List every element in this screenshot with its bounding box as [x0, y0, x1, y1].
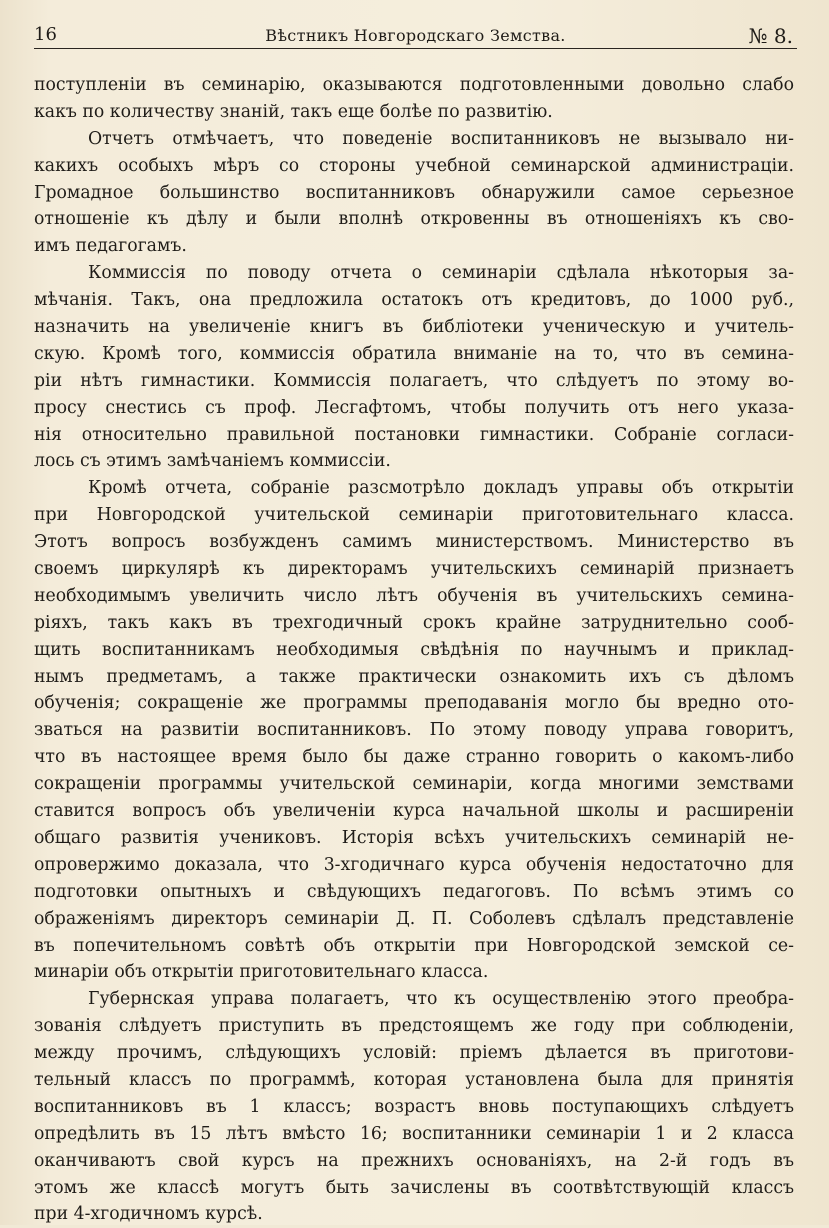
text-line: тельный классъ по программѣ, которая установлена была для принятія: [34, 1069, 794, 1090]
journal-title: Вѣстникъ Новгородскаго Земства.: [265, 26, 566, 45]
text-line: нія относительно правильной постановки гимнастики. Собраніе согласи-: [34, 424, 794, 445]
issue-number: № 8.: [748, 24, 793, 48]
text-line: оканчиваютъ свой курсъ на прежнихъ основаніяхъ, на 2-й годъ въ: [34, 1150, 794, 1171]
text-line: имъ педагогамъ.: [34, 236, 187, 257]
text-line: скую. Кромѣ того, коммиссія обратила вниманіе на то, что въ семина-: [34, 343, 794, 364]
text-line: назначить на увеличеніе книгъ въ библіотеки ученическую и учитель-: [34, 317, 794, 338]
text-line: Кромѣ отчета, собраніе разсмотрѣло докладъ управы объ открытіи: [88, 478, 794, 499]
text-line: Этотъ вопросъ возбужденъ самимъ министерствомъ. Министерство въ: [34, 532, 794, 553]
text-line: между прочимъ, слѣдующихъ условій: пріемъ дѣлается въ приготови-: [34, 1043, 794, 1064]
text-line: опровержимо доказала, что 3-хгодичнаго курса обученія недостаточно для: [34, 854, 794, 875]
text-line: при Новгородской учительской семинаріи приготовительнаго класса.: [34, 505, 794, 526]
text-line: сокращеніи программы учительской семинаріи, когда многими земствами: [34, 774, 794, 795]
text-line: обученія; сокращеніе же программы преподаванія могло бы вредно ото-: [34, 693, 794, 714]
text-line: въ попечительномъ совѣтѣ объ открытіи при Новгородской земской се-: [34, 935, 794, 956]
text-line: отношеніе къ дѣлу и были вполнѣ откровенны въ отношеніяхъ къ сво-: [34, 209, 794, 230]
text-line: этомъ же классѣ могутъ быть зачислены въ соотвѣтствующій классъ: [34, 1177, 794, 1198]
text-line: какихъ особыхъ мѣръ со стороны учебной семинарской администраціи.: [34, 155, 794, 176]
text-line: подготовки опытныхъ и свѣдующихъ педагоговъ. По всѣмъ этимъ со: [34, 881, 794, 902]
text-line: какъ по количеству знаній, такъ еще болѣе по развитію.: [34, 101, 553, 122]
text-line: Коммиссія по поводу отчета о семинаріи сдѣлала нѣкоторыя за-: [88, 263, 794, 284]
text-line: зованія слѣдуетъ приступить въ предстоящемъ же году при соблюденіи,: [34, 1016, 794, 1037]
text-line: воспитанниковъ въ 1 классъ; возрастъ вновь поступающихъ слѣдуетъ: [34, 1096, 794, 1117]
text-line: Губернская управа полагаетъ, что къ осуществленію этого преобра-: [88, 989, 794, 1010]
running-header: [34, 18, 797, 52]
text-line: Отчетъ отмѣчаетъ, что поведеніе воспитанниковъ не вызывало ни-: [88, 128, 794, 149]
body-text: [34, 72, 794, 1228]
text-line: необходимымъ увеличить число лѣтъ обученія въ учительскихъ семина-: [34, 585, 794, 606]
text-line: щить воспитанникамъ необходимыя свѣдѣнія по научнымъ и приклад-: [34, 639, 794, 660]
text-line: нымъ предметамъ, а также практически ознакомить ихъ съ дѣломъ: [34, 666, 794, 687]
text-line: при 4-хгодичномъ курсѣ.: [34, 1204, 263, 1225]
text-line: минаріи объ открытіи приготовительнаго класса.: [34, 962, 489, 983]
text-line: ставится вопросъ объ увеличеніи курса начальной школы и расширеніи: [34, 801, 794, 822]
header-rule: [34, 48, 797, 49]
page-number: 16: [34, 24, 57, 45]
text-line: что въ настоящее время было бы даже странно говорить о какомъ-либо: [34, 747, 794, 768]
text-line: ріи нѣтъ гимнастики. Коммиссія полагаетъ, что слѣдуетъ по этому во-: [34, 370, 794, 391]
text-line: ріяхъ, такъ какъ въ трехгодичный срокъ крайне затруднительно сооб-: [34, 612, 794, 633]
text-line: общаго развитія учениковъ. Исторія всѣхъ учительскихъ семинарій не-: [34, 827, 794, 848]
text-line: ображеніямъ директоръ семинаріи Д. П. Соболевъ сдѣлалъ представленіе: [34, 908, 794, 929]
text-line: опредѣлить въ 15 лѣтъ вмѣсто 16; воспитанники семинаріи 1 и 2 класса: [34, 1123, 794, 1144]
text-line: поступленіи въ семинарію, оказываются подготовленными довольно слабо: [34, 75, 794, 95]
text-line: мѣчанія. Такъ, она предложила остатокъ отъ кредитовъ, до 1000 руб.,: [34, 290, 794, 311]
text-line: лось съ этимъ замѣчаніемъ коммиссіи.: [34, 451, 391, 472]
text-line: зваться на развитіи воспитанниковъ. По этому поводу управа говоритъ,: [34, 720, 794, 741]
text-line: просу снестись съ проф. Лесгафтомъ, чтобы получить отъ него указа-: [34, 397, 794, 418]
text-line: Громадное большинство воспитанниковъ обнаружили самое серьезное: [34, 182, 794, 203]
text-line: своемъ циркулярѣ къ директорамъ учительскихъ семинарій признаетъ: [34, 559, 794, 580]
